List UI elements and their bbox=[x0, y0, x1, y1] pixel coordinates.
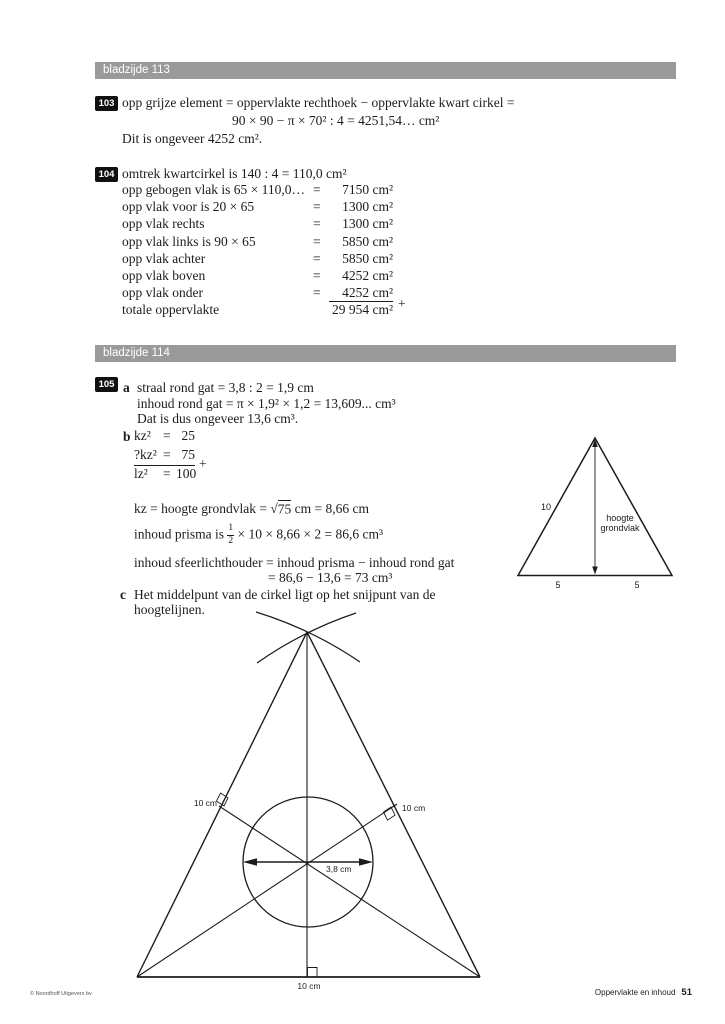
right-side-length-label: 10 cm bbox=[402, 803, 426, 813]
p105-sub-c-label: c bbox=[120, 587, 126, 602]
row-label: opp vlak onder bbox=[122, 285, 203, 301]
arrow-right-icon bbox=[359, 858, 373, 866]
row-value: 1300 cm² bbox=[342, 216, 393, 232]
construction-figure bbox=[118, 600, 498, 998]
right-angle-mark-bottom bbox=[308, 968, 318, 977]
row-equals: = bbox=[313, 267, 321, 283]
left-side-length-label: 10 cm bbox=[193, 798, 217, 808]
page-banner-114 bbox=[95, 345, 676, 362]
eq-value: 75 bbox=[181, 446, 195, 462]
p103-line2: 90 × 90 − π × 70² : 4 = 4251,54… cm² bbox=[232, 113, 440, 128]
triangle-right-side bbox=[307, 632, 480, 977]
side-length-label: 10 bbox=[540, 502, 552, 512]
p103-line3: Dit is ongeveer 4252 cm². bbox=[122, 131, 263, 146]
kz-text-before: kz = hoogte grondvlak = bbox=[134, 501, 271, 516]
p105b-sfeer-line2: = 86,6 − 13,6 = 73 cm³ bbox=[268, 570, 393, 585]
sqrt-symbol: √ bbox=[270, 501, 278, 516]
page-banner-114-label: bladzijde 114 bbox=[103, 347, 170, 359]
problem-number-badge-105 bbox=[95, 377, 118, 392]
row-value-underlined: 4252 cm² bbox=[329, 285, 393, 302]
problem-number-105: 105 bbox=[98, 379, 115, 390]
fraction-numerator: 1 bbox=[227, 524, 234, 536]
base-left-label: 5 bbox=[555, 580, 561, 590]
arrow-left-icon bbox=[243, 858, 257, 866]
problem-number-103: 103 bbox=[98, 98, 115, 109]
row-value: 5850 cm² bbox=[342, 250, 393, 266]
table-row bbox=[122, 234, 393, 251]
eq-lhs: ?kz² bbox=[134, 446, 157, 462]
p105b-plus-sign: + bbox=[199, 456, 207, 471]
page-banner-113-label: bladzijde 113 bbox=[103, 64, 170, 76]
fraction-denominator: 2 bbox=[228, 535, 234, 546]
eq-sign: = bbox=[163, 446, 171, 462]
p105b-prisma-line bbox=[134, 524, 383, 546]
base-right-label: 5 bbox=[634, 580, 640, 590]
row-value: 1300 cm² bbox=[342, 199, 393, 215]
publisher-credit: © Noordhoff Uitgevers bv bbox=[30, 991, 92, 997]
row-label: opp vlak boven bbox=[122, 267, 206, 283]
row-value: 4252 cm² bbox=[342, 267, 393, 283]
chapter-footer bbox=[595, 987, 692, 998]
equation-row bbox=[134, 428, 195, 447]
height-label-line1: hoogte bbox=[606, 513, 634, 523]
row-value: 5850 cm² bbox=[342, 233, 393, 249]
p104-area-table bbox=[122, 182, 393, 320]
p105b-equation-stack bbox=[134, 428, 195, 485]
arrow-down-icon bbox=[592, 567, 598, 575]
row-label: opp vlak rechts bbox=[122, 216, 205, 232]
height-label-line2: grondvlak bbox=[600, 523, 640, 533]
row-label: totale oppervlakte bbox=[122, 302, 220, 318]
sqrt-radicand: 75 bbox=[277, 501, 292, 516]
page-number: 51 bbox=[681, 987, 692, 998]
p103-line1: opp grijze element = oppervlakte rechthoek − oppervlakte kwart cirkel = bbox=[122, 95, 515, 110]
p105-sub-b-label: b bbox=[123, 429, 131, 444]
row-equals: = bbox=[313, 250, 321, 266]
prisma-text-before: inhoud prisma is bbox=[134, 526, 228, 542]
table-row-total bbox=[122, 302, 393, 319]
row-equals: = bbox=[313, 233, 321, 249]
row-label: opp vlak voor is 20 × 65 bbox=[122, 199, 255, 215]
row-equals: = bbox=[313, 285, 321, 301]
problem-number-badge-103 bbox=[95, 96, 118, 111]
row-value: 29 954 cm² bbox=[331, 302, 393, 318]
p105b-sfeer-line1: inhoud sfeerlichthouder = inhoud prisma − inhoud rond gat bbox=[134, 555, 455, 570]
row-value: 7150 cm² bbox=[342, 182, 393, 197]
p105a-line1: straal rond gat = 3,8 : 2 = 1,9 cm bbox=[137, 380, 314, 395]
p104-plus-sign: + bbox=[398, 296, 406, 311]
row-equals: = bbox=[313, 216, 321, 232]
equation-row-underlined bbox=[134, 447, 195, 467]
altitude-from-right-vertex bbox=[219, 806, 480, 977]
eq-value: 100 bbox=[176, 466, 197, 482]
eq-sign: = bbox=[163, 466, 171, 482]
page-banner-113 bbox=[95, 62, 676, 79]
p105c-line2: hoogtelijnen. bbox=[134, 602, 205, 617]
p105a-line2: inhoud rond gat = π × 1,9² × 1,2 = 13,609... cm³ bbox=[137, 396, 396, 411]
small-triangle-figure bbox=[505, 428, 685, 593]
table-row bbox=[122, 182, 393, 199]
table-row bbox=[122, 199, 393, 216]
eq-lhs: kz² bbox=[134, 428, 151, 443]
table-row bbox=[122, 268, 393, 285]
prisma-text-after: × 10 × 8,66 × 2 = 86,6 cm³ bbox=[234, 526, 383, 542]
table-row bbox=[122, 251, 393, 268]
p104-intro: omtrek kwartcirkel is 140 : 4 = 110,0 cm² bbox=[122, 166, 347, 181]
row-equals: = bbox=[313, 199, 321, 215]
construction-arc-left bbox=[256, 612, 360, 662]
p105-sub-a-label: a bbox=[123, 380, 130, 395]
problem-number-104: 104 bbox=[98, 169, 115, 180]
p105c-line1: Het middelpunt van de cirkel ligt op het snijpunt van de bbox=[134, 587, 436, 602]
chapter-title: Oppervlakte en inhoud bbox=[594, 988, 676, 997]
row-label: opp vlak links is 90 × 65 bbox=[122, 233, 256, 249]
table-row bbox=[122, 216, 393, 233]
eq-sign: = bbox=[163, 428, 171, 443]
p105b-kz-line bbox=[134, 501, 369, 517]
circle-diameter-label: 3,8 cm bbox=[326, 864, 352, 874]
equation-row bbox=[134, 466, 195, 485]
kz-text-after: cm = 8,66 cm bbox=[291, 501, 369, 516]
row-label: opp vlak achter bbox=[122, 250, 206, 266]
p105a-line3: Dat is dus ongeveer 13,6 cm³. bbox=[137, 411, 299, 426]
table-row bbox=[122, 285, 393, 302]
base-length-label: 10 cm bbox=[297, 981, 321, 991]
eq-value: 25 bbox=[181, 428, 195, 443]
eq-lhs: lz² bbox=[134, 466, 148, 482]
problem-number-badge-104 bbox=[95, 167, 118, 182]
row-label: opp gebogen vlak is 65 × 110,0… bbox=[122, 182, 305, 197]
row-equals: = bbox=[313, 182, 321, 197]
altitude-from-left-vertex bbox=[137, 804, 397, 977]
